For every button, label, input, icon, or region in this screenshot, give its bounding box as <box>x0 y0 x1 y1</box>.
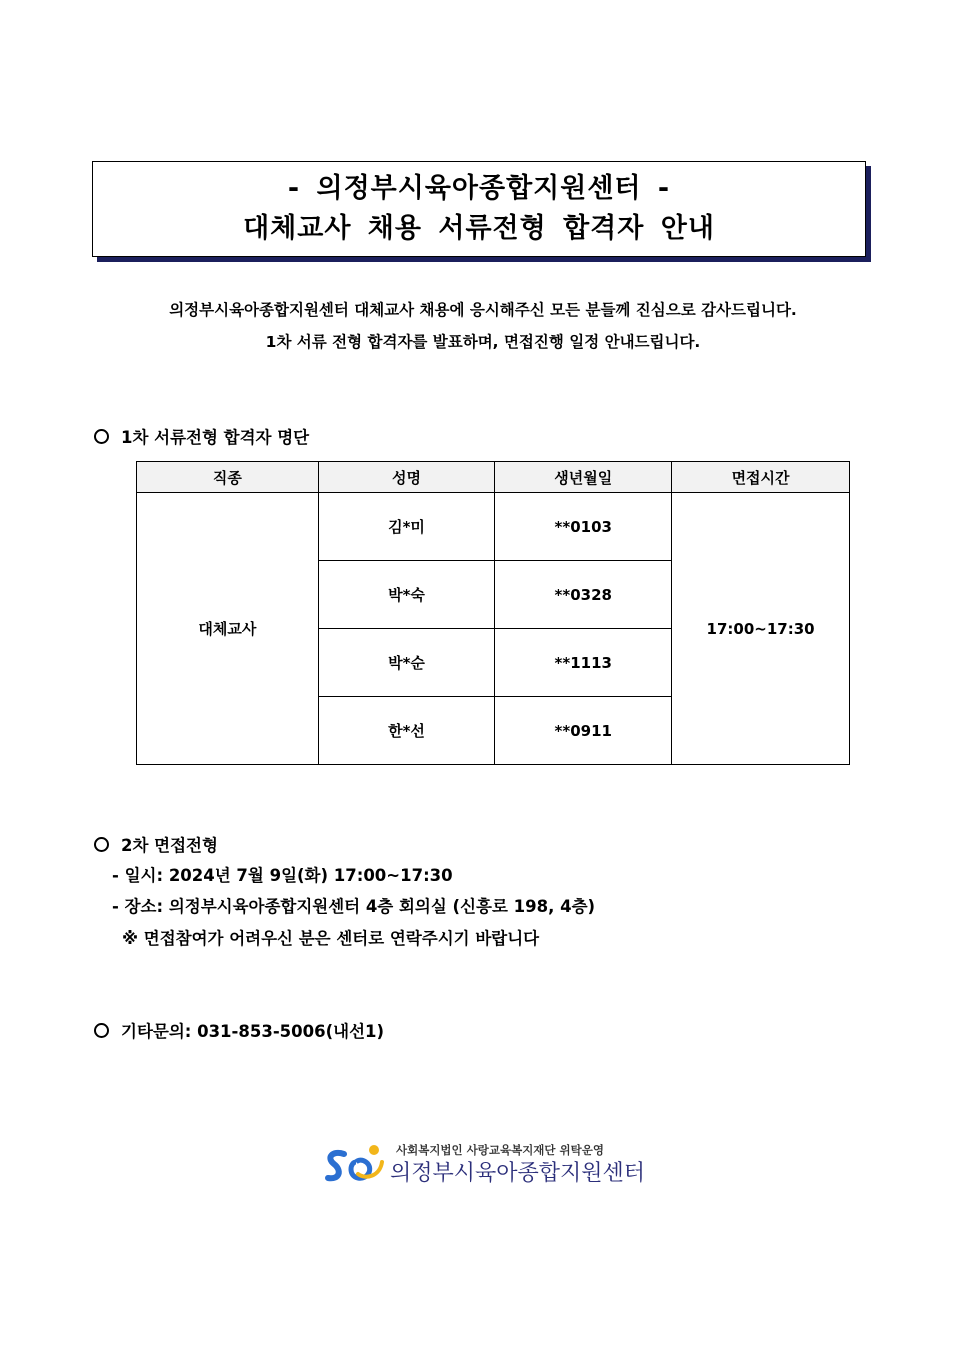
header-job: 직종 <box>137 462 319 493</box>
header-name: 성명 <box>318 462 495 493</box>
section-3-heading <box>94 1018 384 1042</box>
birth-cell: **0911 <box>495 697 672 765</box>
name-cell: 김*미 <box>318 493 495 561</box>
table-row <box>137 493 850 561</box>
intro-line-1: 의정부시육아종합지원센터 대체교사 채용에 응시해주신 모든 분들께 진심으로 감사드립니다. <box>169 301 797 319</box>
header-time: 면접시간 <box>672 462 850 493</box>
interview-place: - 장소: 의정부시육아종합지원센터 4층 회의실 (신흥로 198, 4층) <box>112 897 596 916</box>
birth-cell: **0103 <box>495 493 672 561</box>
center-logo-icon <box>322 1140 388 1188</box>
name-cell: 한*선 <box>318 697 495 765</box>
birth-cell: **1113 <box>495 629 672 697</box>
name-cell: 박*숙 <box>318 561 495 629</box>
title-line-2: 대체교사 채용 서류전형 합격자 안내 <box>243 213 715 244</box>
logo-name: 의정부시육아종합지원센터 <box>390 1161 646 1186</box>
circle-bullet-icon <box>94 1023 109 1038</box>
title-line-1: - 의정부시육아종합지원센터 - <box>287 173 671 204</box>
interview-date: - 일시: 2024년 7월 9일(화) 17:00~17:30 <box>112 866 453 885</box>
title-box <box>92 161 866 257</box>
interview-note: ※ 면접참여가 어려우신 분은 센터로 연락주시기 바랍니다 <box>122 929 540 948</box>
section-1-heading <box>94 424 309 448</box>
section-2-title: 2차 면접전형 <box>121 836 218 855</box>
section-2-heading <box>94 832 218 856</box>
contact-info: 기타문의: 031-853-5006(내선1) <box>121 1022 385 1041</box>
birth-cell: **0328 <box>495 561 672 629</box>
header-birth: 생년월일 <box>495 462 672 493</box>
intro-line-2: 1차 서류 전형 합격자를 발표하며, 면접진행 일정 안내드립니다. <box>265 333 701 351</box>
circle-bullet-icon <box>94 429 109 444</box>
time-cell: 17:00~17:30 <box>672 493 850 765</box>
job-cell: 대체교사 <box>137 493 319 765</box>
center-logo <box>322 1140 652 1188</box>
section-1-title: 1차 서류전형 합격자 명단 <box>121 428 310 447</box>
applicant-table <box>136 461 850 765</box>
logo-subtitle: 사회복지법인 사랑교육복지재단 위탁운영 <box>396 1143 604 1157</box>
circle-bullet-icon <box>94 837 109 852</box>
name-cell: 박*순 <box>318 629 495 697</box>
table-header-row <box>137 462 850 493</box>
